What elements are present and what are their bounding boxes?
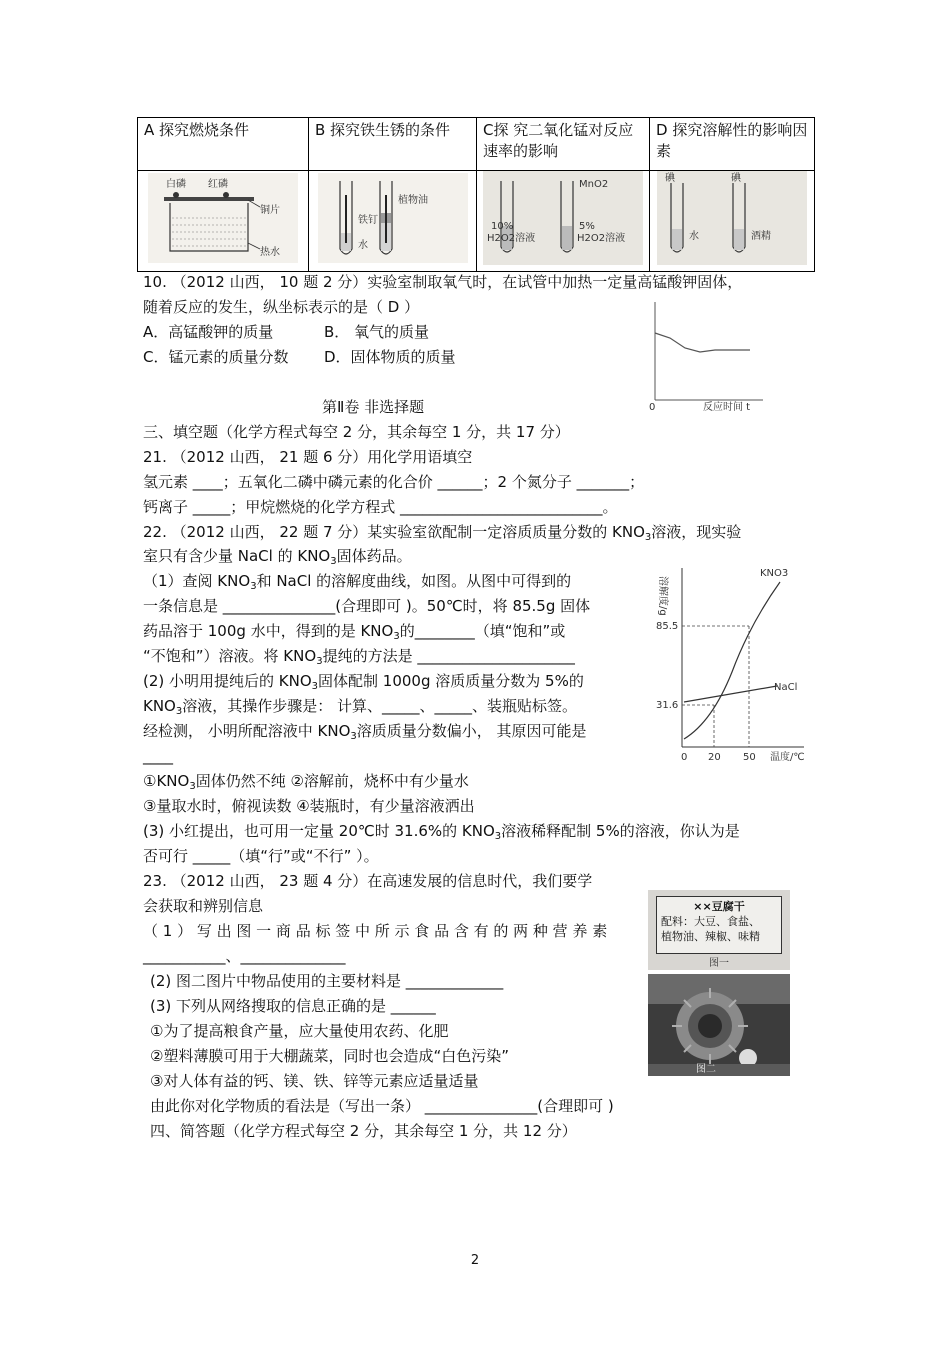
q21-line3: 钙离子 _____；甲烷燃烧的化学方程式 ___________________________。 [143, 498, 618, 516]
fig-c-label-5: H2O2溶液 [577, 233, 626, 244]
table-header-d: D 探究溶解性的影响因素 [650, 118, 815, 171]
label-title: ××豆腐干 [693, 900, 745, 913]
q23-line1: 23. （2012 山西， 23 题 4 分）在高速发展的信息时代，我们要学 [143, 872, 593, 890]
q10-stem-line2: 随着反应的发生，纵坐标表示的是（ D ） [143, 298, 420, 316]
section4-title: 四、简答题（化学方程式每空 2 分，其余每空 1 分，共 12 分） [150, 1122, 577, 1140]
q23-line10: 由此你对化学物质的看法是（写出一条） _______________(合理即可 ) [150, 1097, 614, 1115]
q22-line3: （1）查阅 $KNO_3$和 NaCl 的溶解度曲线，如图。从图中可得到的 [143, 572, 572, 592]
fig-b-label-3: 植物油 [397, 195, 428, 206]
fig-a-label-2: 红磷 [208, 179, 228, 190]
q22-line13: (3) 小红提出，也可用一定量 20℃时 31.6%的 $KNO_3$溶液稀释配制 5%的溶液，你认为是 [143, 822, 740, 842]
sol-series-kno3: KNO3 [760, 568, 789, 579]
q10-stem-line1: 10. （2012 山西， 10 题 2 分）实验室制取氧气时，在试管中加热一定量高锰酸钾固体， [143, 273, 743, 291]
q23-line3: （ 1 ） 写 出 图 一 商 品 标 签 中 所 示 食 品 含 有 的 两 种 营 养 素 [143, 922, 608, 940]
fig-d-label-4: 酒精 [751, 231, 771, 242]
sol-xtick-50: 50 [743, 752, 756, 763]
sol-xtick-0: 0 [681, 752, 688, 763]
q22-line2: 室只有含少量 NaCl 的 $KNO_3$固体药品。 [143, 547, 412, 567]
q22-option-3-4: ③量取水时，俯视读数 ④装瓶时，有少量溶液洒出 [143, 797, 475, 815]
q10-option-d: D．固体物质的质量 [324, 348, 456, 366]
q22-option-1-2: $①KNO_3$固体仍然不纯 ②溶解前，烧杯中有少量水 [143, 772, 469, 792]
sol-ytick-31: 31.6 [656, 700, 679, 711]
figure-two-caption: 图二 [696, 1064, 716, 1075]
sol-ytick-85: 85.5 [656, 621, 679, 632]
sol-xtick-20: 20 [708, 752, 721, 763]
q10-option-c: C．锰元素的质量分数 [143, 348, 289, 366]
figure-cell-d [650, 171, 815, 272]
q10-option-a: A．高锰酸钾的质量 [143, 323, 274, 341]
q22-line7: (2) 小明用提纯后的 $KNO_3$固体配制 1000g 溶质质量分数为 5%的 [143, 672, 584, 692]
sol-xlabel: 温度/℃ [770, 752, 805, 763]
fig-b-label-1: 铁钉 [357, 215, 378, 226]
table-header-b: B 探究铁生锈的条件 [309, 118, 477, 171]
q23-line4: ___________、______________ [143, 947, 346, 965]
kno3-curve [684, 582, 780, 739]
nacl-line [684, 686, 777, 702]
q23-line2: 会获取和辨别信息 [143, 897, 264, 915]
figure-cell-a [138, 171, 309, 272]
mno2-test-tube-figure [483, 171, 643, 265]
fig-c-label-1: MnO2 [579, 179, 609, 190]
q23-line6: (3) 下列从网络搜取的信息正确的是 ______ [150, 997, 436, 1015]
q22-line14: 否可行 _____（填“行”或“不行” ）。 [143, 847, 379, 865]
fig-d-label-1: 碘 [665, 173, 675, 184]
greenhouse-image [648, 974, 790, 1076]
q23-line5: (2) 图二图片中物品使用的主要材料是 _____________ [150, 972, 504, 990]
sol-series-nacl: NaCl [774, 682, 798, 693]
section3-title: 三、填空题（化学方程式每空 2 分，其余每空 1 分，共 17 分） [143, 423, 570, 441]
fig-b-label-2: 水 [357, 240, 368, 251]
q22-line1: 22. （2012 山西， 22 题 7 分）某实验室欲配制一定溶质质量分数的 $KNO_3$溶液，现实验 [143, 523, 742, 543]
table-header-a: A 探究燃烧条件 [138, 118, 309, 171]
q10-graph-xlabel: 反应时间 t [703, 402, 751, 413]
label-ingredients-1: 配料：大豆、食盐、 [661, 915, 760, 928]
q23-option-1: ①为了提高粮食产量，应大量使用农药、化肥 [150, 1022, 449, 1040]
q21-line1: 21. （2012 山西， 21 题 6 分）用化学用语填空 [143, 448, 473, 466]
rust-test-tube-figure [318, 173, 468, 263]
combustion-apparatus-figure [148, 173, 298, 263]
figure-two-photo [648, 974, 790, 1076]
page-number: 2 [470, 1253, 480, 1268]
figure-one-caption: 图一 [709, 958, 729, 969]
table-header-c: C探 究二氧化锰对反应速率的影响 [477, 118, 650, 171]
label-ingredients-2: 植物油、辣椒、味精 [661, 930, 760, 943]
fig-a-label-1: 白磷 [166, 179, 186, 190]
fig-c-label-3: H2O2溶液 [487, 233, 536, 244]
q10-option-b: B． 氧气的质量 [324, 323, 430, 341]
q21-line2: 氢元素 ____；五氧化二磷中磷元素的化合价 ______；2 个氮分子 _______； [143, 473, 645, 491]
q10-graph [645, 300, 765, 415]
q22-line6: “不饱和”）溶液。将 $KNO_3$提纯的方法是 _____________________ [143, 647, 575, 667]
section2-title: 第Ⅱ卷 非选择题 [322, 398, 425, 416]
q22-line4: 一条信息是 _______________(合理即可 )。50℃时，将 85.5g 固体 [143, 597, 591, 615]
q22-line8: $KNO_3$溶液，其操作步骤是： 计算、_____、_____、装瓶贴标签。 [143, 697, 578, 717]
fig-a-label-4: 热水 [260, 247, 280, 258]
sol-ylabel: 溶解度/g [657, 576, 668, 616]
q23-option-3: ③对人体有益的钙、镁、铁、锌等元素应适量适量 [150, 1072, 479, 1090]
fig-d-label-3: 水 [689, 231, 699, 242]
fig-a-label-3: 铜片 [260, 205, 280, 216]
fig-c-label-2: 10% [491, 221, 514, 232]
q22-line9: 经检测， 小明所配溶液中 $KNO_3$溶质质量分数偏小， 其原因可能是 [143, 722, 587, 742]
q22-line10: ____ [143, 747, 173, 765]
q23-option-2: ②塑料薄膜可用于大棚蔬菜，同时也会造成“白色污染” [150, 1047, 509, 1065]
q22-line5: 药品溶于 100g 水中，得到的是 $KNO_3$的________（填“饱和”或 [143, 622, 566, 642]
solubility-curve-chart [652, 562, 812, 774]
q10-graph-origin: 0 [649, 402, 656, 413]
solubility-test-tube-figure [657, 171, 807, 265]
figure-cell-c [477, 171, 650, 272]
figure-one-label [648, 890, 790, 970]
figure-cell-b [309, 171, 477, 272]
fig-d-label-2: 碘 [731, 173, 741, 184]
fig-c-label-4: 5% [579, 221, 595, 232]
experiment-table [137, 117, 815, 272]
